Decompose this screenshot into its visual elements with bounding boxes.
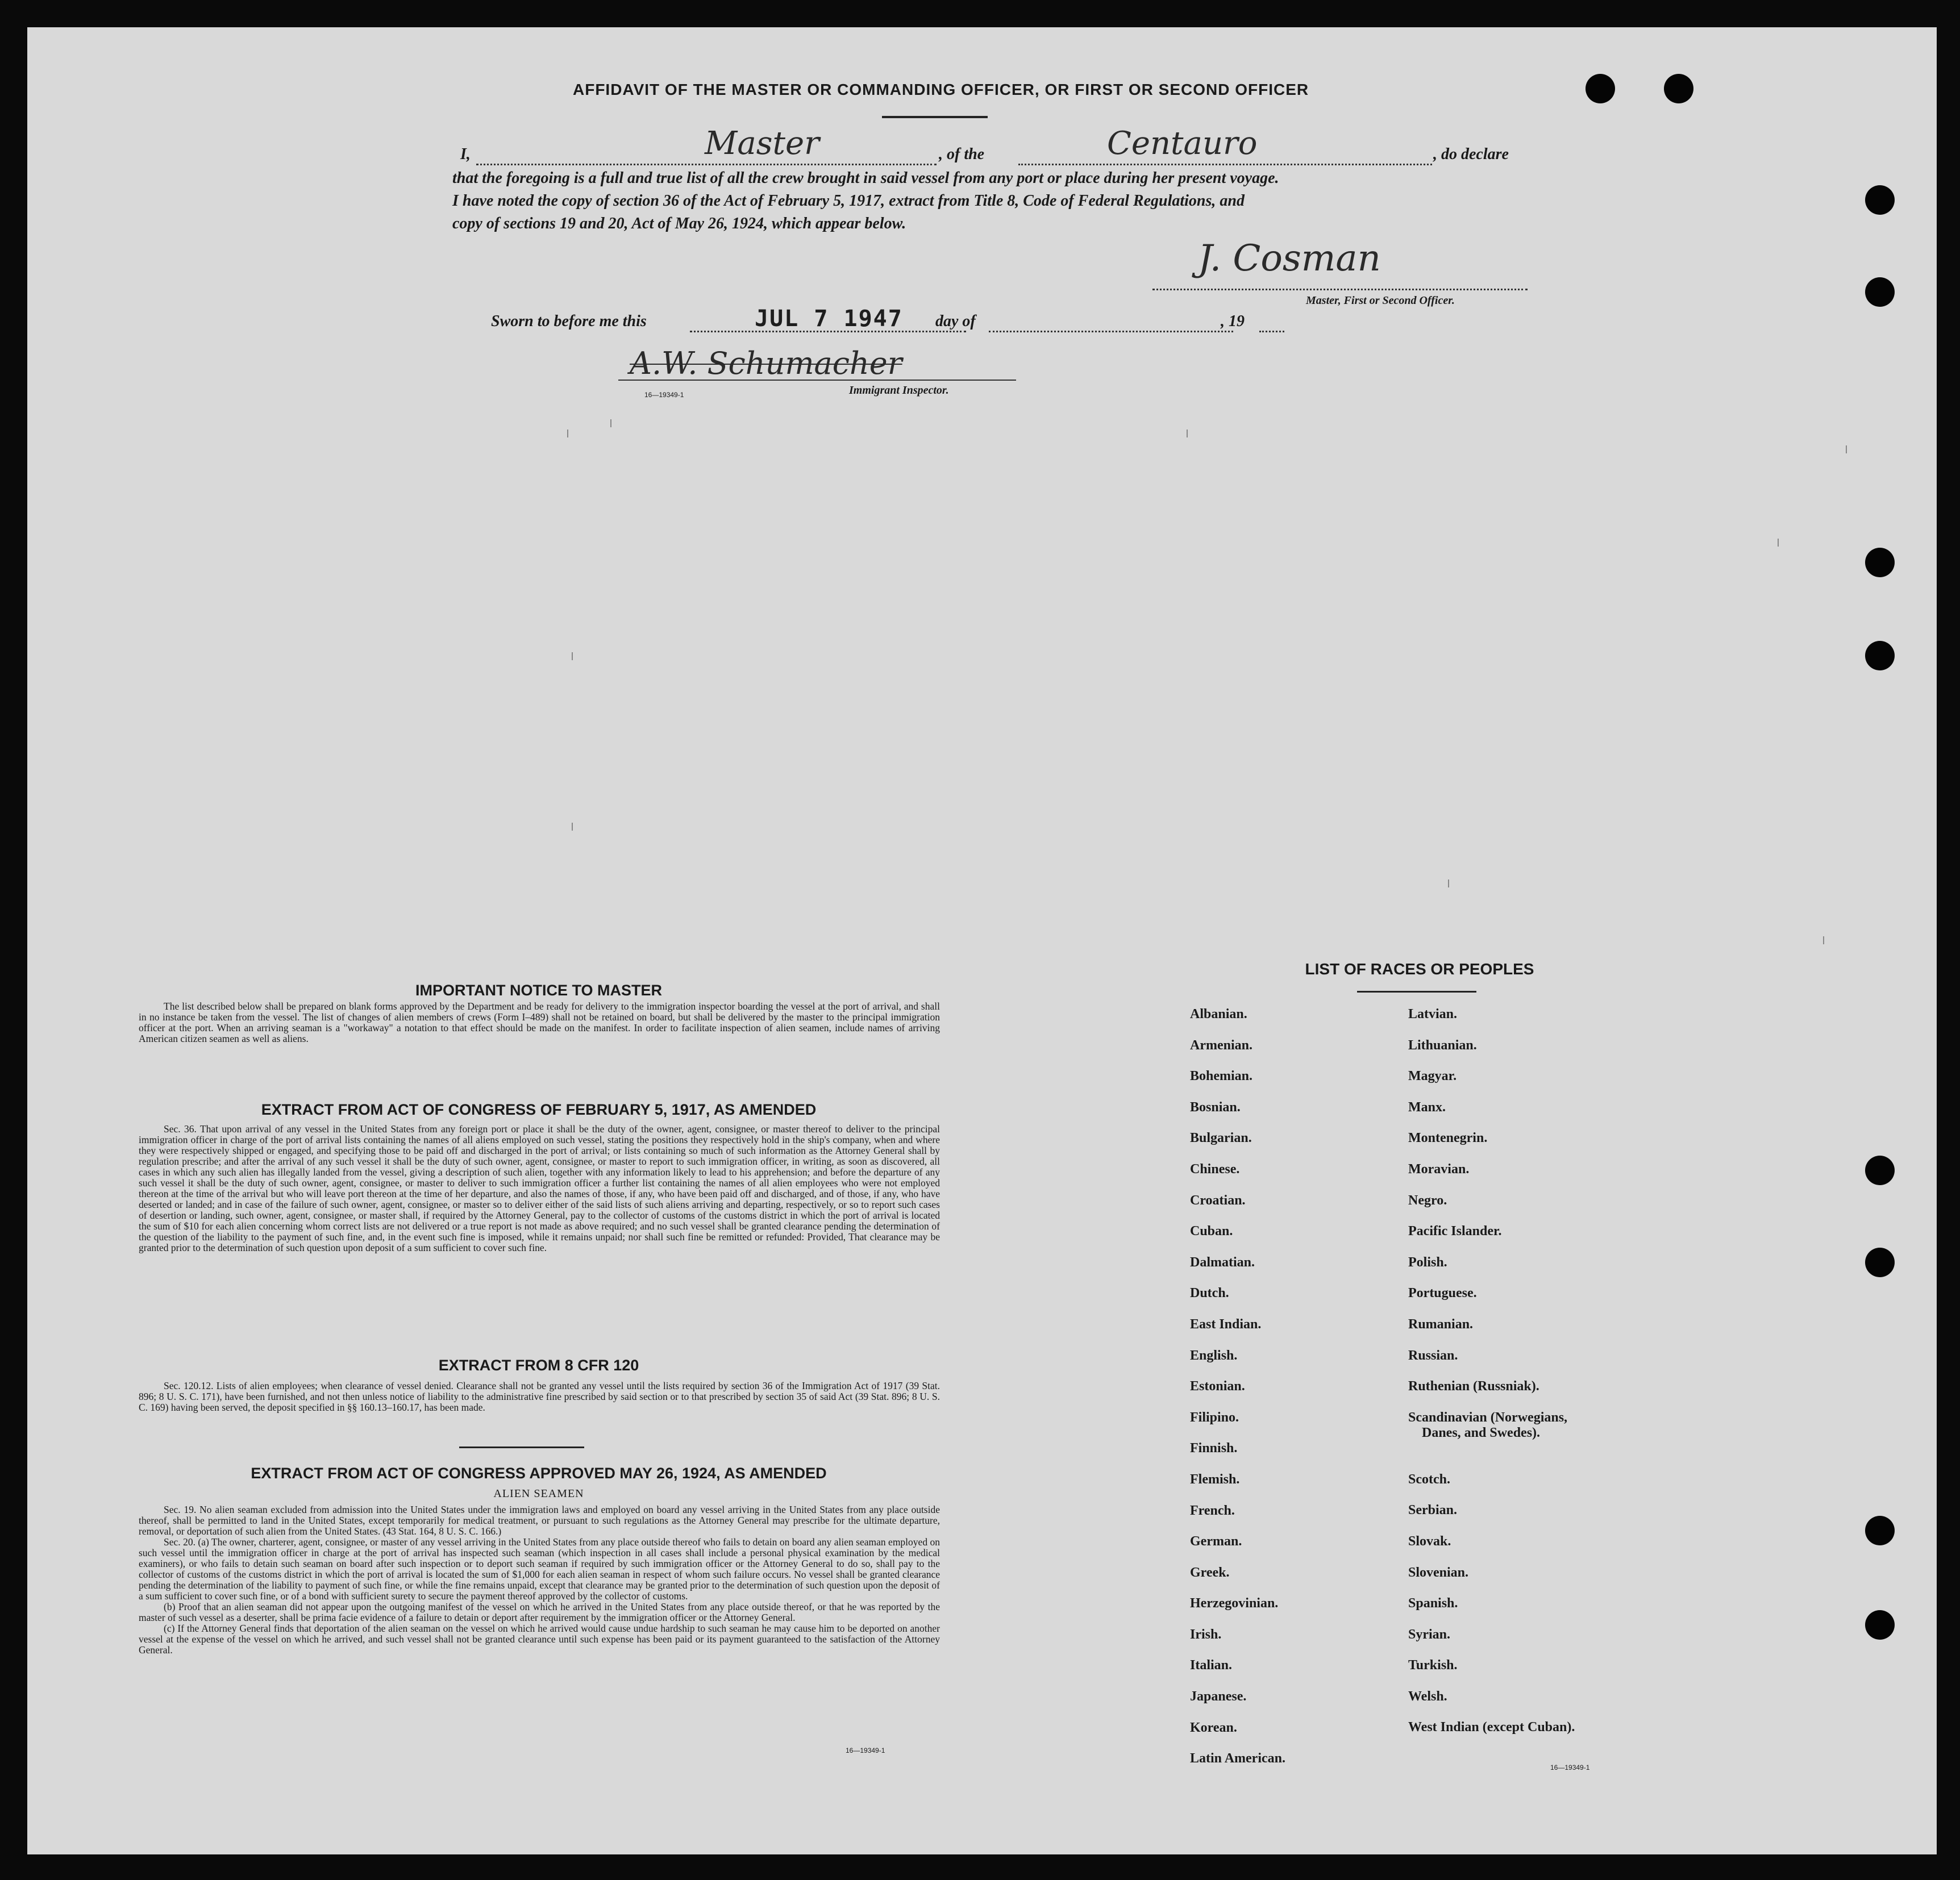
faint-mark	[610, 419, 611, 427]
handwritten-vessel-name: Centauro	[1107, 125, 1258, 162]
notice-paragraph: The list described below shall be prepared on blank forms approved by the Department and be ready for delivery to the immigration inspector boarding the vessel at the port of arrival, and shall in no instance be taken from the vessel. The list of changes of alien members of crews (Form I–489) shall not be retained on board, but shall be delivered by the master to the principal immigration officer at the port. When an arriving seaman is a "workaway" a notation to that effect should be made on the manifest. In order to facilitate inspection of alien seamen, include names of arriving American citizen seamen as well as aliens.	[139, 1001, 940, 1044]
punch-hole	[1664, 74, 1693, 103]
alien-seamen-subheading: ALIEN SEAMEN	[493, 1487, 584, 1500]
affidavit-title: AFFIDAVIT OF THE MASTER OR COMMANDING OFFICER, OR FIRST OR SECOND OFFICER	[573, 81, 1309, 98]
race-item: Scotch.	[1408, 1472, 1450, 1487]
sec-19-paragraph: Sec. 19. No alien seaman excluded from admission into the United States under the immigration laws and employed on board any vessel arriving in the United States from any place outside thereof, shall be permitted to land in the United States, except temporarily for medical treatment, or pursuant to such regulations as the Attorney General may prescribe for the ultimate departure, removal, or deportation of such alien from the United States. (43 Stat. 164, 8 U. S. C. 166.)	[139, 1504, 940, 1537]
extract-cfr-paragraph: Sec. 120.12. Lists of alien employees; when clearance of vessel denied. Clearance shall not be granted any vessel until the lists required by section 36 of the Immigration Act of 1917 (39 Stat. 896; 8 U. S. C. 171), have been furnished, and not then unless notice of liability to the administrative fine prescribed by said section or to that prescribed by section 35 of said Act (39 Stat. 896; 8 U. S. C. 169) having been served, the deposit specified in §§ 160.13–160.17, has been made.	[139, 1380, 940, 1413]
punch-hole	[1865, 641, 1895, 670]
race-item: Manx.	[1408, 1099, 1446, 1115]
document-page	[27, 27, 1937, 1854]
race-item: Latvian.	[1408, 1007, 1458, 1022]
races-left-column	[1190, 1007, 1285, 1782]
signature-caption: Master, First or Second Officer.	[1306, 294, 1455, 307]
sworn-month-line	[989, 331, 1233, 332]
declaration-line3: I have noted the copy of section 36 of the Act of February 5, 1917, extract from Title 8, Code of Federal Regulations, and	[452, 192, 1245, 210]
punch-hole	[1865, 277, 1895, 307]
race-item: Irish.	[1190, 1627, 1222, 1642]
punch-hole	[1865, 185, 1895, 215]
extract-1917-paragraph: Sec. 36. That upon arrival of any vessel in the United States from any foreign port or place it shall be the duty of the owner, agent, consignee, or master thereof to deliver to the principal immigration officer in charge of the port of arrival lists containing the names of all aliens employed on such vessel, stating the positions they respectively hold in the ship's company, when and where they were respectively shipped or engaged, and specifying those to be paid off and discharged in the port of arrival; or lists containing so much of such information as the Attorney General shall by regulation prescribe; and after the arrival of any such vessel it shall be the duty of such owner, agent, consignee, or master to report to such immigration officer, in writing, as soon as discovered, all cases in which any such alien has illegally landed from the vessel, giving a description of such alien, together with any information likely to lead to his apprehension; and before the departure of any such vessel it shall be the duty of such owner, agent, consignee, or master to deliver to such immigration officer a further list containing the names of all alien employees who were not employed thereon at the time of the arrival but who will leave port thereon at the time of her departure, and also the names of those, if any, who have been paid off and discharged, and of those, if any, who have deserted or landed; and in case of the failure of such owner, agent, consignee, or master so to deliver either of the said lists of such aliens arriving and departing, respectively, or so to report such cases of desertion or landing, such owner, agent, consignee, or master shall, if required by the Attorney General, pay to the collector of customs of the customs district in which the port of arrival is located the sum of $10 for each alien concerning whom correct lists are not delivered or a true report is not made as above required; and no such vessel shall be granted clearance pending the determination of the question of the liability to the payment of such fine, and, in the event such fine is imposed, while it remains unpaid; nor shall such fine be remitted or refunded: Provided, That clearance may be granted prior to the determination of such question upon deposit of a sum sufficient to cover such fine.	[139, 1123, 940, 1253]
sec-20a-paragraph: Sec. 20. (a) The owner, charterer, agent, consignee, or master of any vessel arriving in the United States from any place outside thereof who fails to detain on board any alien seaman employed on such vessel until the immigration officer in charge at the port of arrival has inspected such seaman (which inspection in all cases shall include a personal physical examination by the medical examiners), or who fails to detain such seaman on board after such inspection or to deport such seaman if required by such immigration officer or the Attorney General to do so, shall pay to the collector of customs of the customs district in which the port of arrival is located the sum of $1,000 for each alien seaman in respect of whom such failure occurs. No vessel shall be granted clearance pending the determination of the liability to payment of such fine, or while the fine remains unpaid, except that clearance may be granted prior to the determination of such question upon the deposit of a sum sufficient to cover such fine, or of a bond with sufficient surety to secure the payment thereof approved by the collector of customs.	[139, 1536, 940, 1602]
extract-1924-heading: EXTRACT FROM ACT OF CONGRESS APPROVED MAY 26, 1924, AS AMENDED	[251, 1465, 827, 1482]
race-item: French.	[1190, 1503, 1235, 1518]
race-item: Italian.	[1190, 1658, 1233, 1673]
rank-fill-line	[476, 164, 937, 165]
race-item: Danes, and Swedes).	[1422, 1425, 1541, 1440]
race-item: Bohemian.	[1190, 1069, 1253, 1084]
race-item: Pacific Islander.	[1408, 1224, 1502, 1239]
faint-mark	[572, 652, 573, 660]
master-signature: J. Cosman	[1198, 237, 1381, 280]
race-item: Dalmatian.	[1190, 1254, 1255, 1270]
declaration-line1-prefix: I,	[460, 145, 471, 163]
extract-cfr-text	[139, 1381, 940, 1413]
race-item: Syrian.	[1408, 1627, 1451, 1642]
form-number-bottom-right: 16—19349-1	[1550, 1764, 1590, 1771]
race-item: Bosnian.	[1190, 1099, 1241, 1115]
race-item: Montenegrin.	[1408, 1131, 1488, 1146]
declaration-line4: copy of sections 19 and 20, Act of May 26, 1924, which appear below.	[452, 215, 906, 232]
race-item: Rumanian.	[1408, 1316, 1474, 1332]
faint-mark	[572, 823, 573, 831]
race-item: Spanish.	[1408, 1596, 1458, 1611]
race-item: Finnish.	[1190, 1441, 1238, 1456]
race-item: Lithuanian.	[1408, 1037, 1477, 1053]
notice-heading: IMPORTANT NOTICE TO MASTER	[415, 982, 662, 999]
punch-hole	[1865, 1156, 1895, 1185]
race-item: Japanese.	[1190, 1689, 1247, 1704]
races-heading: LIST OF RACES OR PEOPLES	[1305, 960, 1534, 978]
form-number-top: 16—19349-1	[644, 391, 684, 399]
faint-mark	[567, 430, 568, 437]
declaration-line2: that the foregoing is a full and true list of all the crew brought in said vessel from any port or place during her present voyage.	[452, 169, 1279, 187]
race-item: Cuban.	[1190, 1224, 1233, 1239]
race-item: Turkish.	[1408, 1658, 1458, 1673]
race-item: Welsh.	[1408, 1689, 1447, 1704]
extract-1917-text	[139, 1124, 940, 1253]
extract-cfr-heading: EXTRACT FROM 8 CFR 120	[438, 1357, 639, 1374]
race-item: Dutch.	[1190, 1286, 1229, 1301]
date-stamp: JUL 7 1947	[755, 306, 903, 332]
race-item: Albanian.	[1190, 1007, 1247, 1022]
races-right-column	[1408, 1007, 1575, 1751]
sworn-day-of: day of	[935, 312, 976, 330]
faint-mark	[1448, 879, 1449, 887]
declaration-line1-suffix: , do declare	[1433, 145, 1509, 163]
title-rule	[882, 116, 988, 118]
race-item: English.	[1190, 1348, 1238, 1363]
punch-hole	[1865, 1516, 1895, 1545]
race-item: Flemish.	[1190, 1472, 1240, 1487]
race-item: Korean.	[1190, 1720, 1237, 1735]
race-item: Bulgarian.	[1190, 1131, 1252, 1146]
race-item: Chinese.	[1190, 1161, 1240, 1177]
inspector-signature: A.W. Schumacher	[630, 345, 902, 381]
race-item: East Indian.	[1190, 1316, 1262, 1332]
race-item: Magyar.	[1408, 1069, 1457, 1084]
race-item: Polish.	[1408, 1254, 1447, 1270]
vessel-fill-line	[1018, 164, 1432, 165]
race-item: Estonian.	[1190, 1379, 1245, 1394]
sworn-prefix: Sworn to before me this	[491, 312, 647, 330]
race-item: Russian.	[1408, 1348, 1458, 1363]
race-item: Slovenian.	[1408, 1565, 1469, 1580]
form-number-bottom-left: 16—19349-1	[846, 1746, 885, 1754]
sworn-year: , 19	[1221, 312, 1245, 330]
cfr-rule	[459, 1447, 584, 1448]
inspector-caption: Immigrant Inspector.	[849, 384, 949, 397]
races-rule	[1357, 991, 1476, 993]
inspector-line	[618, 380, 1016, 381]
race-item: West Indian (except Cuban).	[1408, 1720, 1575, 1735]
punch-hole	[1865, 1610, 1895, 1640]
race-item: Serbian.	[1408, 1503, 1458, 1518]
faint-mark	[1187, 430, 1188, 437]
declaration-line1-mid: , of the	[939, 145, 985, 163]
race-item: Filipino.	[1190, 1410, 1239, 1425]
race-item: Greek.	[1190, 1565, 1230, 1580]
race-item: Croatian.	[1190, 1193, 1246, 1208]
race-item: Ruthenian (Russniak).	[1408, 1379, 1539, 1394]
race-item: Moravian.	[1408, 1161, 1470, 1177]
extract-1924-text	[139, 1504, 940, 1656]
extract-1917-heading: EXTRACT FROM ACT OF CONGRESS OF FEBRUARY 5, 1917, AS AMENDED	[261, 1101, 817, 1118]
race-item: Slovak.	[1408, 1533, 1451, 1549]
faint-mark	[1823, 936, 1824, 944]
punch-hole	[1865, 548, 1895, 577]
sworn-year-line	[1259, 331, 1284, 332]
notice-text	[139, 1001, 940, 1044]
race-item: Latin American.	[1190, 1751, 1285, 1766]
race-item: Armenian.	[1190, 1037, 1252, 1053]
race-item: Portuguese.	[1408, 1286, 1477, 1301]
sec-20c-paragraph: (c) If the Attorney General finds that deportation of the alien seaman on the vessel on which he arrived would cause undue hardship to such seaman he may cause him to be deported on another vessel at the expense of the vessel on which he arrived, and such vessel shall not be granted clearance until such expense has been paid or its payment guaranteed to the satisfaction of the Attorney General.	[139, 1623, 940, 1656]
race-item: German.	[1190, 1534, 1242, 1549]
race-item: Scandinavian (Norwegians,	[1408, 1410, 1568, 1425]
race-item: Negro.	[1408, 1193, 1447, 1208]
signature-line	[1152, 289, 1528, 290]
punch-hole	[1865, 1248, 1895, 1277]
punch-hole	[1586, 74, 1615, 103]
sec-20b-paragraph: (b) Proof that an alien seaman did not appear upon the outgoing manifest of the vessel on which he arrived in the United States from any place outside thereof, or that he was reported by the master of such vessel as a deserter, shall be prima facie evidence of a failure to detain or deport after requirement by the immigration officer or the Attorney General.	[139, 1601, 940, 1623]
handwritten-rank: Master	[705, 125, 819, 162]
faint-mark	[1846, 445, 1847, 453]
race-item: Herzegovinian.	[1190, 1596, 1279, 1611]
faint-mark	[1778, 539, 1779, 547]
